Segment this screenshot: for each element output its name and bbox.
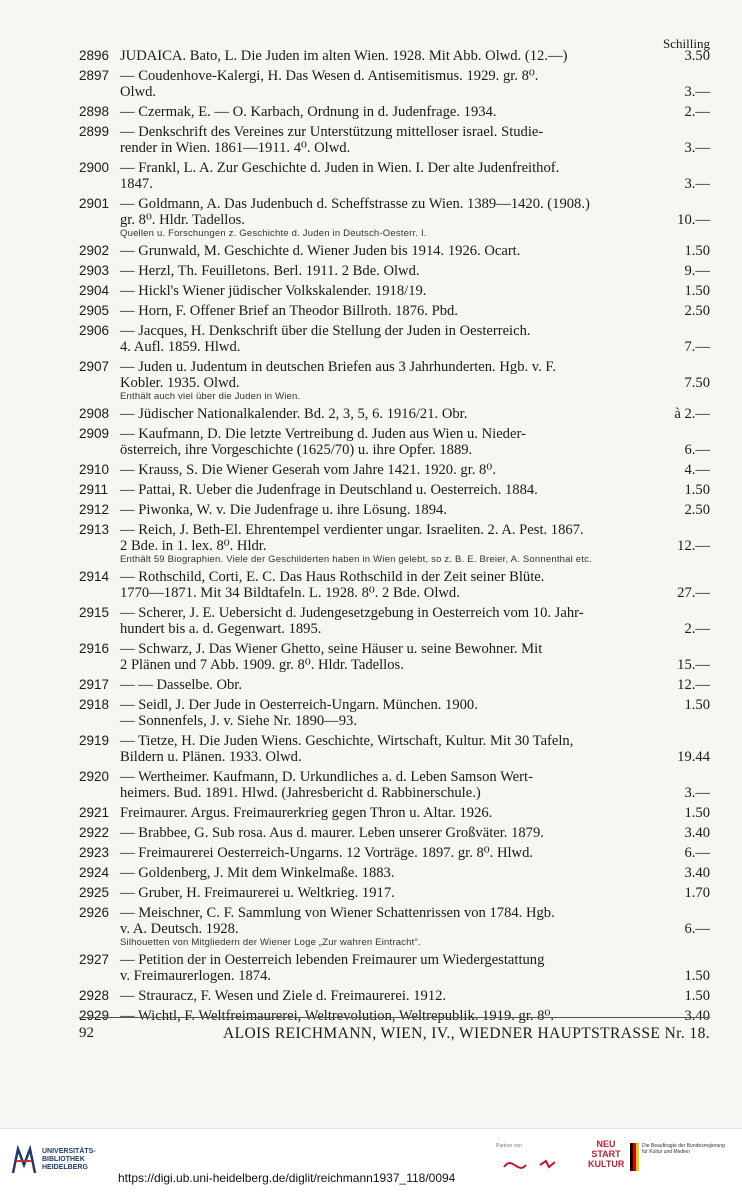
entry-price: 1.50 xyxy=(684,243,710,259)
entry-note: Enthält auch viel über die Juden in Wien. xyxy=(120,391,301,402)
entry-line xyxy=(120,406,710,422)
federal-eagle-icon xyxy=(630,1143,640,1171)
entry-note: Silhouetten von Mitgliedern der Wiener Loge „Zur wahren Eintracht“. xyxy=(120,937,421,948)
entry-price: 1.50 xyxy=(684,283,710,299)
entry-price: 1.50 xyxy=(684,482,710,498)
entry-number: 2914 xyxy=(79,569,110,584)
entry-line xyxy=(120,569,710,585)
entry-price: 2.— xyxy=(684,621,710,637)
entry-line xyxy=(120,283,710,299)
entry-text: — Denkschrift des Vereines zur Unterstützung mittelloser israel. Studie- xyxy=(120,124,544,140)
catalog-entry xyxy=(0,283,742,299)
entry-line xyxy=(120,263,710,279)
partner-logo-icon xyxy=(500,1153,580,1179)
entry-number: 2906 xyxy=(79,323,110,338)
entry-text: — Tietze, H. Die Juden Wiens. Geschichte, Wirtschaft, Kultur. Mit 30 Tafeln, xyxy=(120,733,574,749)
entry-line xyxy=(120,952,710,968)
entry-text: — Freimaurerei Oesterreich-Ungarns. 12 Vorträge. 1897. gr. 8⁰. Hlwd. xyxy=(120,845,534,861)
entry-text: — Sonnenfels, J. v. Siehe Nr. 1890—93. xyxy=(120,713,357,729)
catalog-entry xyxy=(0,885,742,901)
catalog-entry xyxy=(0,323,742,355)
entry-price: 12.— xyxy=(677,677,710,693)
entry-number: 2900 xyxy=(79,160,110,175)
entry-text: 1770—1871. Mit 34 Bildtafeln. L. 1928. 8⁰. 2 Bde. Olwd. xyxy=(120,585,460,601)
entry-text: gr. 8⁰. Hldr. Tadellos. xyxy=(120,212,245,228)
entry-price: 3.40 xyxy=(684,1008,710,1024)
entry-line xyxy=(120,303,710,319)
entry-price: 2.50 xyxy=(684,502,710,518)
entry-text: — Reich, J. Beth-El. Ehrentempel verdienter ungar. Israeliten. 2. A. Pest. 1867. xyxy=(120,522,584,538)
entry-text: 2 Plänen und 7 Abb. 1909. gr. 8⁰. Hldr. Tadellos. xyxy=(120,657,404,673)
catalog-entry xyxy=(0,124,742,156)
entry-price: 1.50 xyxy=(684,805,710,821)
entry-text: — Coudenhove-Kalergi, H. Das Wesen d. Antisemitismus. 1929. gr. 8⁰. xyxy=(120,68,539,84)
entry-line xyxy=(120,426,710,442)
entry-text: — Brabbee, G. Sub rosa. Aus d. maurer. Leben unserer Großväter. 1879. xyxy=(120,825,544,841)
entry-line xyxy=(120,522,710,538)
catalog-entry xyxy=(0,769,742,801)
entry-text: — Strauracz, F. Wesen und Ziele d. Freimaurerei. 1912. xyxy=(120,988,447,1004)
permalink[interactable]: https://digi.ub.uni-heidelberg.de/diglit/reichmann1937_118/0094 xyxy=(118,1171,456,1185)
catalog-entry xyxy=(0,48,742,64)
entry-price: 3.— xyxy=(684,84,710,100)
entry-text: — Petition der in Oesterreich lebenden Freimaurer um Wiedergestattung xyxy=(120,952,545,968)
library-logo[interactable] xyxy=(10,1145,96,1175)
entry-text: Kobler. 1935. Olwd. xyxy=(120,375,240,391)
entry-line xyxy=(120,585,710,601)
entry-text: — Seidl, J. Der Jude in Oesterreich-Ungarn. München. 1900. xyxy=(120,697,478,713)
catalog-entry xyxy=(0,805,742,821)
entry-text: 1847. xyxy=(120,176,153,192)
entry-text: Bildern u. Plänen. 1933. Olwd. xyxy=(120,749,302,765)
entry-line xyxy=(120,462,710,478)
entry-price: 6.— xyxy=(684,442,710,458)
bkm-label: Die Beauftragte der Bundesregierung für Kultur und Medien xyxy=(642,1143,725,1155)
entry-line xyxy=(120,657,710,673)
entry-line xyxy=(120,482,710,498)
entry-note: Enthält 59 Biographien. Viele der Geschilderten haben in Wien gelebt, so z. B. E. Breier, A. Sonnenthal etc. xyxy=(120,554,592,565)
entry-line xyxy=(120,196,710,212)
entry-text: 2 Bde. in 1. lex. 8⁰. Hldr. xyxy=(120,538,267,554)
entry-line xyxy=(120,140,710,156)
entry-line xyxy=(120,988,710,1004)
entry-number: 2899 xyxy=(79,124,110,139)
catalog-entry xyxy=(0,160,742,192)
entry-line xyxy=(120,48,710,64)
entry-number: 2904 xyxy=(79,283,110,298)
entry-price: 3.— xyxy=(684,140,710,156)
entry-text: — Czermak, E. — O. Karbach, Ordnung in d. Judenfrage. 1934. xyxy=(120,104,497,120)
entry-line xyxy=(120,243,710,259)
catalog-entry xyxy=(0,677,742,693)
entry-number: 2917 xyxy=(79,677,110,692)
entry-line xyxy=(120,323,710,339)
entry-number: 2911 xyxy=(79,482,109,497)
entry-number: 2921 xyxy=(79,805,110,820)
entry-line xyxy=(120,124,710,140)
entry-line xyxy=(120,176,710,192)
entry-number: 2924 xyxy=(79,865,110,880)
entry-number: 2925 xyxy=(79,885,110,900)
catalog-entry xyxy=(0,865,742,881)
entry-line xyxy=(120,733,710,749)
entry-text: — Frankl, L. A. Zur Geschichte d. Juden in Wien. I. Der alte Judenfreithof. xyxy=(120,160,560,176)
entry-price: 9.— xyxy=(684,263,710,279)
entry-line xyxy=(120,84,710,100)
entry-text: render in Wien. 1861—1911. 4⁰. Olwd. xyxy=(120,140,351,156)
entry-number: 2922 xyxy=(79,825,110,840)
entry-number: 2927 xyxy=(79,952,110,967)
entry-line xyxy=(120,212,710,228)
catalog-entry xyxy=(0,68,742,100)
entry-line xyxy=(120,1008,710,1024)
neustart-kultur-logo: NEU START KULTUR xyxy=(588,1139,625,1169)
entry-number: 2918 xyxy=(79,697,110,712)
catalog-entry xyxy=(0,988,742,1004)
entry-number: 2919 xyxy=(79,733,110,748)
entry-number: 2929 xyxy=(79,1008,110,1023)
entry-line xyxy=(120,605,710,621)
entry-line xyxy=(120,921,710,937)
entry-price: 6.— xyxy=(684,845,710,861)
entry-text: — Horn, F. Offener Brief an Theodor Billroth. 1876. Pbd. xyxy=(120,303,458,319)
publisher-line: ALOIS REICHMANN, WIEN, IV., WIEDNER HAUPTSTRASSE Nr. 18. xyxy=(223,1025,710,1042)
catalog-entry xyxy=(0,641,742,673)
entry-text: — — Dasselbe. Obr. xyxy=(120,677,243,693)
catalog-entry xyxy=(0,104,742,120)
library-name: UNIVERSITÄTS- BIBLIOTHEK HEIDELBERG xyxy=(42,1148,96,1171)
entry-line xyxy=(120,339,710,355)
catalog-entry xyxy=(0,482,742,498)
entry-line xyxy=(120,865,710,881)
entry-price: 19.44 xyxy=(677,749,710,765)
entry-line xyxy=(120,713,710,729)
entry-number: 2896 xyxy=(79,48,110,63)
library-crest-icon xyxy=(10,1145,38,1175)
catalog-entry xyxy=(0,905,742,948)
entry-price: 1.50 xyxy=(684,988,710,1004)
entry-price: 7.50 xyxy=(684,375,710,391)
entry-number: 2915 xyxy=(79,605,110,620)
catalog-entry xyxy=(0,303,742,319)
entry-line xyxy=(120,825,710,841)
entry-number: 2909 xyxy=(79,426,110,441)
entry-number: 2897 xyxy=(79,68,110,83)
entry-price: 4.— xyxy=(684,462,710,478)
catalog-entry xyxy=(0,243,742,259)
entry-line xyxy=(120,805,710,821)
entry-line xyxy=(120,68,710,84)
footer-rule xyxy=(79,1017,710,1018)
entry-text: — Jüdischer Nationalkalender. Bd. 2, 3, 5, 6. 1916/21. Obr. xyxy=(120,406,468,422)
entry-line xyxy=(120,104,710,120)
entry-line xyxy=(120,885,710,901)
catalog-entry xyxy=(0,502,742,518)
entry-number: 2928 xyxy=(79,988,110,1003)
entry-line xyxy=(120,968,710,984)
entry-line xyxy=(120,621,710,637)
entry-text: — Goldenberg, J. Mit dem Winkelmaße. 1883. xyxy=(120,865,395,881)
entry-line xyxy=(120,845,710,861)
catalog-entry xyxy=(0,845,742,861)
entry-number: 2907 xyxy=(79,359,110,374)
entry-number: 2908 xyxy=(79,406,110,421)
entry-text: Olwd. xyxy=(120,84,157,100)
catalog-entry xyxy=(0,952,742,984)
entry-line xyxy=(120,697,710,713)
entry-number: 2901 xyxy=(79,196,110,211)
entries-list xyxy=(0,48,742,1028)
entry-line xyxy=(120,905,710,921)
entry-line xyxy=(120,538,710,554)
entry-price: 6.— xyxy=(684,921,710,937)
entry-number: 2913 xyxy=(79,522,110,537)
catalog-entry xyxy=(0,426,742,458)
entry-price: à 2.— xyxy=(674,406,710,422)
entry-text: — Kaufmann, D. Die letzte Vertreibung d. Juden aus Wien u. Nieder- xyxy=(120,426,526,442)
entry-price: 3.50 xyxy=(684,48,710,64)
entry-text: heimers. Bud. 1891. Hlwd. (Jahresbericht d. Rabbinerschule.) xyxy=(120,785,481,801)
entry-price: 1.70 xyxy=(684,885,710,901)
entry-line xyxy=(120,641,710,657)
entry-text: — Krauss, S. Die Wiener Geserah vom Jahre 1421. 1920. gr. 8⁰. xyxy=(120,462,496,478)
entry-number: 2905 xyxy=(79,303,110,318)
entry-number: 2923 xyxy=(79,845,110,860)
entry-line xyxy=(120,749,710,765)
entry-number: 2910 xyxy=(79,462,110,477)
entry-text: hundert bis a. d. Gegenwart. 1895. xyxy=(120,621,322,637)
entry-text: JUDAICA. Bato, L. Die Juden im alten Wien. 1928. Mit Abb. Olwd. (12.—) xyxy=(120,48,568,64)
entry-text: — Juden u. Judentum in deutschen Briefen aus 3 Jahrhunderten. Hgb. v. F. xyxy=(120,359,557,375)
entry-price: 1.50 xyxy=(684,697,710,713)
entry-price: 10.— xyxy=(677,212,710,228)
catalog-entry xyxy=(0,569,742,601)
entry-number: 2926 xyxy=(79,905,110,920)
entry-text: — Herzl, Th. Feuilletons. Berl. 1911. 2 Bde. Olwd. xyxy=(120,263,420,279)
entry-price: 12.— xyxy=(677,538,710,554)
entry-text: — Schwarz, J. Das Wiener Ghetto, seine Häuser u. seine Bewohner. Mit xyxy=(120,641,543,657)
entry-text: — Gruber, H. Freimaurerei u. Weltkrieg. 1917. xyxy=(120,885,395,901)
entry-text: — Goldmann, A. Das Judenbuch d. Scheffstrasse zu Wien. 1389—1420. (1908.) xyxy=(120,196,590,212)
entry-number: 2902 xyxy=(79,243,110,258)
entry-line xyxy=(120,442,710,458)
entry-text: Freimaurer. Argus. Freimaurerkrieg gegen Thron u. Altar. 1926. xyxy=(120,805,493,821)
entry-line xyxy=(120,677,710,693)
catalog-entry xyxy=(0,605,742,637)
entry-line xyxy=(120,359,710,375)
catalog-entry xyxy=(0,406,742,422)
catalog-entry xyxy=(0,522,742,565)
entry-price: 2.— xyxy=(684,104,710,120)
entry-text: — Grunwald, M. Geschichte d. Wiener Juden bis 1914. 1926. Ocart. xyxy=(120,243,521,259)
catalog-entry xyxy=(0,462,742,478)
entry-line xyxy=(120,375,710,391)
page-number: 92 xyxy=(79,1025,94,1041)
entry-text: — Meischner, C. F. Sammlung von Wiener Schattenrissen von 1784. Hgb. xyxy=(120,905,555,921)
entry-line xyxy=(120,502,710,518)
entry-text: österreich, ihre Vorgeschichte (1625/70) u. ihre Opfer. 1889. xyxy=(120,442,473,458)
entry-number: 2903 xyxy=(79,263,110,278)
entry-number: 2920 xyxy=(79,769,110,784)
entry-text: — Hickl's Wiener jüdischer Volkskalender. 1918/19. xyxy=(120,283,427,299)
entry-line xyxy=(120,769,710,785)
entry-text: — Rothschild, Corti, E. C. Das Haus Rothschild in der Zeit seiner Blüte. xyxy=(120,569,545,585)
catalog-entry xyxy=(0,196,742,239)
entry-text: — Wichtl, F. Weltfreimaurerei, Weltrevolution, Weltrepublik. 1919. gr. 8⁰. xyxy=(120,1008,554,1024)
entry-price: 15.— xyxy=(677,657,710,673)
catalog-entry xyxy=(0,697,742,729)
entry-price: 27.— xyxy=(677,585,710,601)
catalog-entry xyxy=(0,733,742,765)
entry-text: — Pattai, R. Ueber die Judenfrage in Deutschland u. Oesterreich. 1884. xyxy=(120,482,538,498)
entry-price: 3.— xyxy=(684,176,710,192)
viewer-bottom-bar xyxy=(0,1128,742,1194)
entry-line xyxy=(120,785,710,801)
catalog-entry xyxy=(0,1008,742,1024)
entry-note: Quellen u. Forschungen z. Geschichte d. Juden in Deutsch-Oesterr. I. xyxy=(120,228,427,239)
entry-number: 2916 xyxy=(79,641,110,656)
catalog-entry xyxy=(0,825,742,841)
entry-price: 1.50 xyxy=(684,968,710,984)
entry-price: 3.40 xyxy=(684,825,710,841)
entry-text: 4. Aufl. 1859. Hlwd. xyxy=(120,339,241,355)
entry-text: — Piwonka, W. v. Die Judenfrage u. ihre Lösung. 1894. xyxy=(120,502,447,518)
entry-price: 3.— xyxy=(684,785,710,801)
entry-price: 3.40 xyxy=(684,865,710,881)
running-head: Schilling xyxy=(663,36,710,51)
entry-number: 2898 xyxy=(79,104,110,119)
entry-text: — Jacques, H. Denkschrift über die Stellung der Juden in Oesterreich. xyxy=(120,323,531,339)
entry-price: 7.— xyxy=(684,339,710,355)
entry-price: 2.50 xyxy=(684,303,710,319)
partner-label: Partner von xyxy=(496,1143,522,1149)
catalog-entry xyxy=(0,263,742,279)
entry-text: — Wertheimer. Kaufmann, D. Urkundliches a. d. Leben Samson Wert- xyxy=(120,769,533,785)
entry-text: v. Freimaurerlogen. 1874. xyxy=(120,968,272,984)
entry-text: v. A. Deutsch. 1928. xyxy=(120,921,239,937)
catalog-entry xyxy=(0,359,742,402)
entry-line xyxy=(120,160,710,176)
entry-number: 2912 xyxy=(79,502,110,517)
entry-text: — Scherer, J. E. Uebersicht d. Judengesetzgebung in Oesterreich vom 10. Jahr- xyxy=(120,605,584,621)
